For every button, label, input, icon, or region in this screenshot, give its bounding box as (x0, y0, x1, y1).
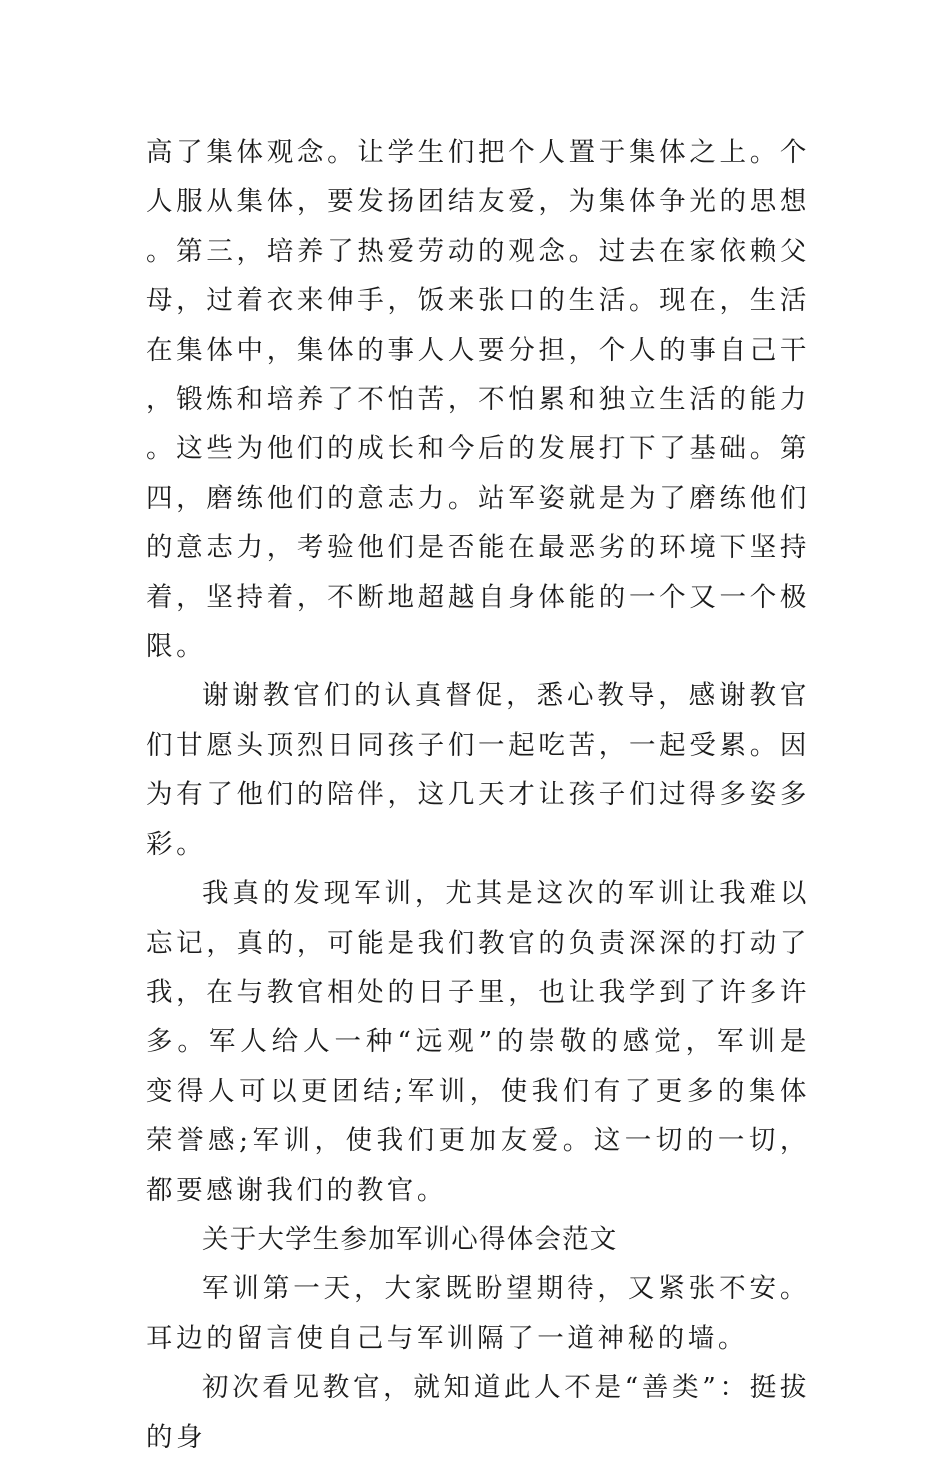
paragraph-2: 谢谢教官们的认真督促，悉心教导，感谢教官们甘愿头顶烈日同孩子们一起吃苦，一起受累。因为有了他们的陪伴，这几天才让孩子们过得多姿多彩。 (146, 680, 810, 860)
section-heading: 关于大学生参加军训心得体会范文 (202, 1223, 618, 1255)
document-body (146, 128, 810, 1462)
paragraph-3: 我真的发现军训，尤其是这次的军训让我难以忘记，真的，可能是我们教官的负责深深的打动了我，在与教官相处的日子里，也让我学到了许多许多。军人给人一种“远观”的崇敬的感觉，军训是变得人可以更团结;军训，使我们有了更多的集体荣誉感;军训，使我们更加友爱。这一切的一切，都要感谢我们的教官。 (146, 878, 810, 1206)
paragraph-5: 初次看见教官，就知道此人不是“善类”：挺拔的身 (146, 1372, 810, 1453)
paragraph-4: 军训第一天，大家既盼望期待，又紧张不安。耳边的留言使自己与军训隔了一道神秘的墙。 (146, 1273, 810, 1354)
paragraph-1: 高了集体观念。让学生们把个人置于集体之上。个人服从集体，要发扬团结友爱，为集体争光的思想。第三，培养了热爱劳动的观念。过去在家依赖父母，过着衣来伸手，饭来张口的生活。现在，生活在集体中，集体的事人人要分担，个人的事自己干，锻炼和培养了不怕苦，不怕累和独立生活的能力。这些为他们的成长和今后的发展打下了基础。第四，磨练他们的意志力。站军姿就是为了磨练他们的意志力，考验他们是否能在最恶劣的环境下坚持着，坚持着，不断地超越自身体能的一个又一个极限。 (146, 137, 810, 663)
